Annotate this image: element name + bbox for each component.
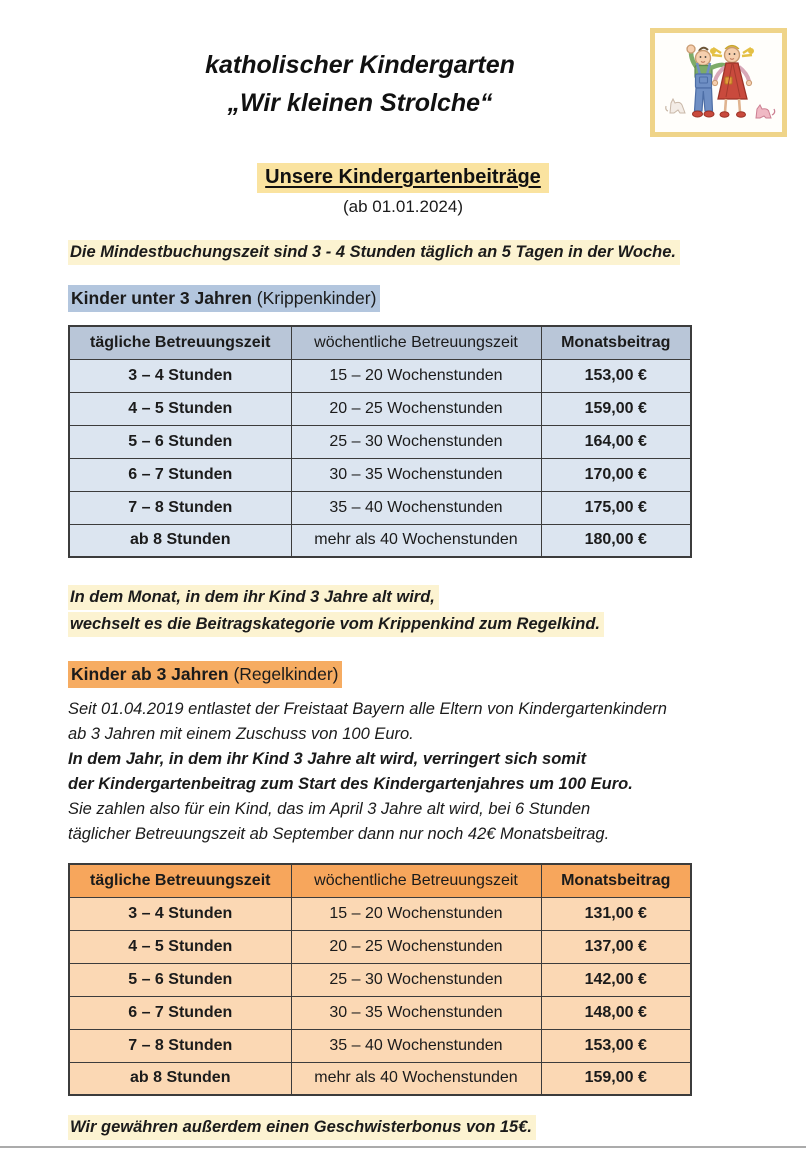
table-row xyxy=(69,996,691,1029)
column-header: wöchentliche Betreuungszeit xyxy=(291,864,541,897)
table-cell: 25 – 30 Wochenstunden xyxy=(291,963,541,996)
table-cell: 7 – 8 Stunden xyxy=(69,1029,291,1062)
section-heading-regelkinder xyxy=(68,664,758,685)
table-cell: mehr als 40 Wochenstunden xyxy=(291,1062,541,1095)
min-booking-notice xyxy=(68,243,758,262)
table-row xyxy=(69,897,691,930)
table-cell: 3 – 4 Stunden xyxy=(69,897,291,930)
paragraph-line: Sie zahlen also für ein Kind, das im April 3 Jahre alt wird, bei 6 Stunden xyxy=(68,800,591,818)
table-cell: 131,00 € xyxy=(541,897,691,930)
table-cell: ab 8 Stunden xyxy=(69,1062,291,1095)
note-line-text: In dem Monat, in dem ihr Kind 3 Jahre alt wird, xyxy=(68,585,439,610)
table-cell: 7 – 8 Stunden xyxy=(69,491,291,524)
table-cell: 175,00 € xyxy=(541,491,691,524)
paragraph-line: der Kindergartenbeitrag zum Start des Kindergartenjahres um 100 Euro. xyxy=(68,775,633,793)
section-heading-krippenkinder-chip xyxy=(68,285,380,312)
table-cell: 180,00 € xyxy=(541,524,691,557)
table-cell: 148,00 € xyxy=(541,996,691,1029)
section-subtitle: (Krippenkinder) xyxy=(256,288,377,308)
table-cell: 15 – 20 Wochenstunden xyxy=(291,897,541,930)
column-header: tägliche Betreuungszeit xyxy=(69,326,291,359)
table-row xyxy=(69,1062,691,1095)
title-line-1: katholischer Kindergarten xyxy=(205,51,515,79)
table-cell: 25 – 30 Wochenstunden xyxy=(291,425,541,458)
column-header: Monatsbeitrag xyxy=(541,864,691,897)
table-cell: 6 – 7 Stunden xyxy=(69,458,291,491)
note-line-text: wechselt es die Beitragskategorie vom Krippenkind zum Regelkind. xyxy=(68,612,604,637)
table-cell: 30 – 35 Wochenstunden xyxy=(291,996,541,1029)
table-cell: 35 – 40 Wochenstunden xyxy=(291,1029,541,1062)
table-row xyxy=(69,930,691,963)
paragraph-line: Seit 01.04.2019 entlastet der Freistaat Bayern alle Eltern von Kindergartenkindern xyxy=(68,700,667,718)
section-heading-krippenkinder xyxy=(68,288,758,309)
table-header-row xyxy=(69,326,691,359)
table-cell: 35 – 40 Wochenstunden xyxy=(291,491,541,524)
fee-table-regelkinder xyxy=(68,863,692,1096)
table-cell: 30 – 35 Wochenstunden xyxy=(291,458,541,491)
page-title: Unsere Kindergartenbeiträge xyxy=(257,163,549,193)
table-row xyxy=(69,458,691,491)
table-cell: 4 – 5 Stunden xyxy=(69,392,291,425)
column-header: tägliche Betreuungszeit xyxy=(69,864,291,897)
document-title xyxy=(0,46,720,122)
table-cell: 20 – 25 Wochenstunden xyxy=(291,930,541,963)
footer-divider xyxy=(0,1146,806,1148)
bavaria-subsidy-paragraph xyxy=(68,697,758,847)
sibling-bonus-text: Wir gewähren außerdem einen Geschwisterbonus von 15€. xyxy=(68,1115,536,1140)
table-cell: 15 – 20 Wochenstunden xyxy=(291,359,541,392)
table-row xyxy=(69,359,691,392)
paragraph-line: täglicher Betreuungszeit ab September dann nur noch 42€ Monatsbeitrag. xyxy=(68,825,610,843)
note-line xyxy=(68,584,758,611)
paragraph-line: In dem Jahr, in dem ihr Kind 3 Jahre alt wird, verringert sich somit xyxy=(68,750,587,768)
table-row xyxy=(69,425,691,458)
table-cell: 3 – 4 Stunden xyxy=(69,359,291,392)
table-row xyxy=(69,963,691,996)
table-row xyxy=(69,392,691,425)
table-cell: 159,00 € xyxy=(541,392,691,425)
fee-table-krippenkinder xyxy=(68,325,692,558)
category-change-note xyxy=(68,584,758,638)
section-heading-regelkinder-chip xyxy=(68,661,342,688)
section-title: Kinder ab 3 Jahren xyxy=(71,664,229,684)
kindergarten-logo xyxy=(650,28,787,137)
table-cell: ab 8 Stunden xyxy=(69,524,291,557)
table-cell: 4 – 5 Stunden xyxy=(69,930,291,963)
column-header: wöchentliche Betreuungszeit xyxy=(291,326,541,359)
table-cell: 5 – 6 Stunden xyxy=(69,963,291,996)
table-cell: 5 – 6 Stunden xyxy=(69,425,291,458)
section-subtitle: (Regelkinder) xyxy=(233,664,339,684)
table-row xyxy=(69,524,691,557)
min-booking-notice-text: Die Mindestbuchungszeit sind 3 - 4 Stunden täglich an 5 Tagen in der Woche. xyxy=(68,240,680,265)
content-column xyxy=(68,243,758,1137)
table-cell: 137,00 € xyxy=(541,930,691,963)
table-cell: 170,00 € xyxy=(541,458,691,491)
table-row xyxy=(69,1029,691,1062)
table-cell: 20 – 25 Wochenstunden xyxy=(291,392,541,425)
paragraph-line: ab 3 Jahren mit einem Zuschuss von 100 Euro. xyxy=(68,725,414,743)
table-row xyxy=(69,491,691,524)
heading-block xyxy=(0,163,806,217)
table-cell: 153,00 € xyxy=(541,1029,691,1062)
column-header: Monatsbeitrag xyxy=(541,326,691,359)
table-cell: 164,00 € xyxy=(541,425,691,458)
table-cell: 6 – 7 Stunden xyxy=(69,996,291,1029)
title-line-2: „Wir kleinen Strolche“ xyxy=(227,89,493,117)
table-cell: 159,00 € xyxy=(541,1062,691,1095)
section-title: Kinder unter 3 Jahren xyxy=(71,288,252,308)
note-line xyxy=(68,611,758,638)
table-cell: mehr als 40 Wochenstunden xyxy=(291,524,541,557)
children-drawing-icon xyxy=(655,33,782,132)
table-cell: 153,00 € xyxy=(541,359,691,392)
table-header-row xyxy=(69,864,691,897)
table-cell: 142,00 € xyxy=(541,963,691,996)
sibling-bonus-notice xyxy=(68,1118,758,1137)
effective-date: (ab 01.01.2024) xyxy=(342,197,464,216)
